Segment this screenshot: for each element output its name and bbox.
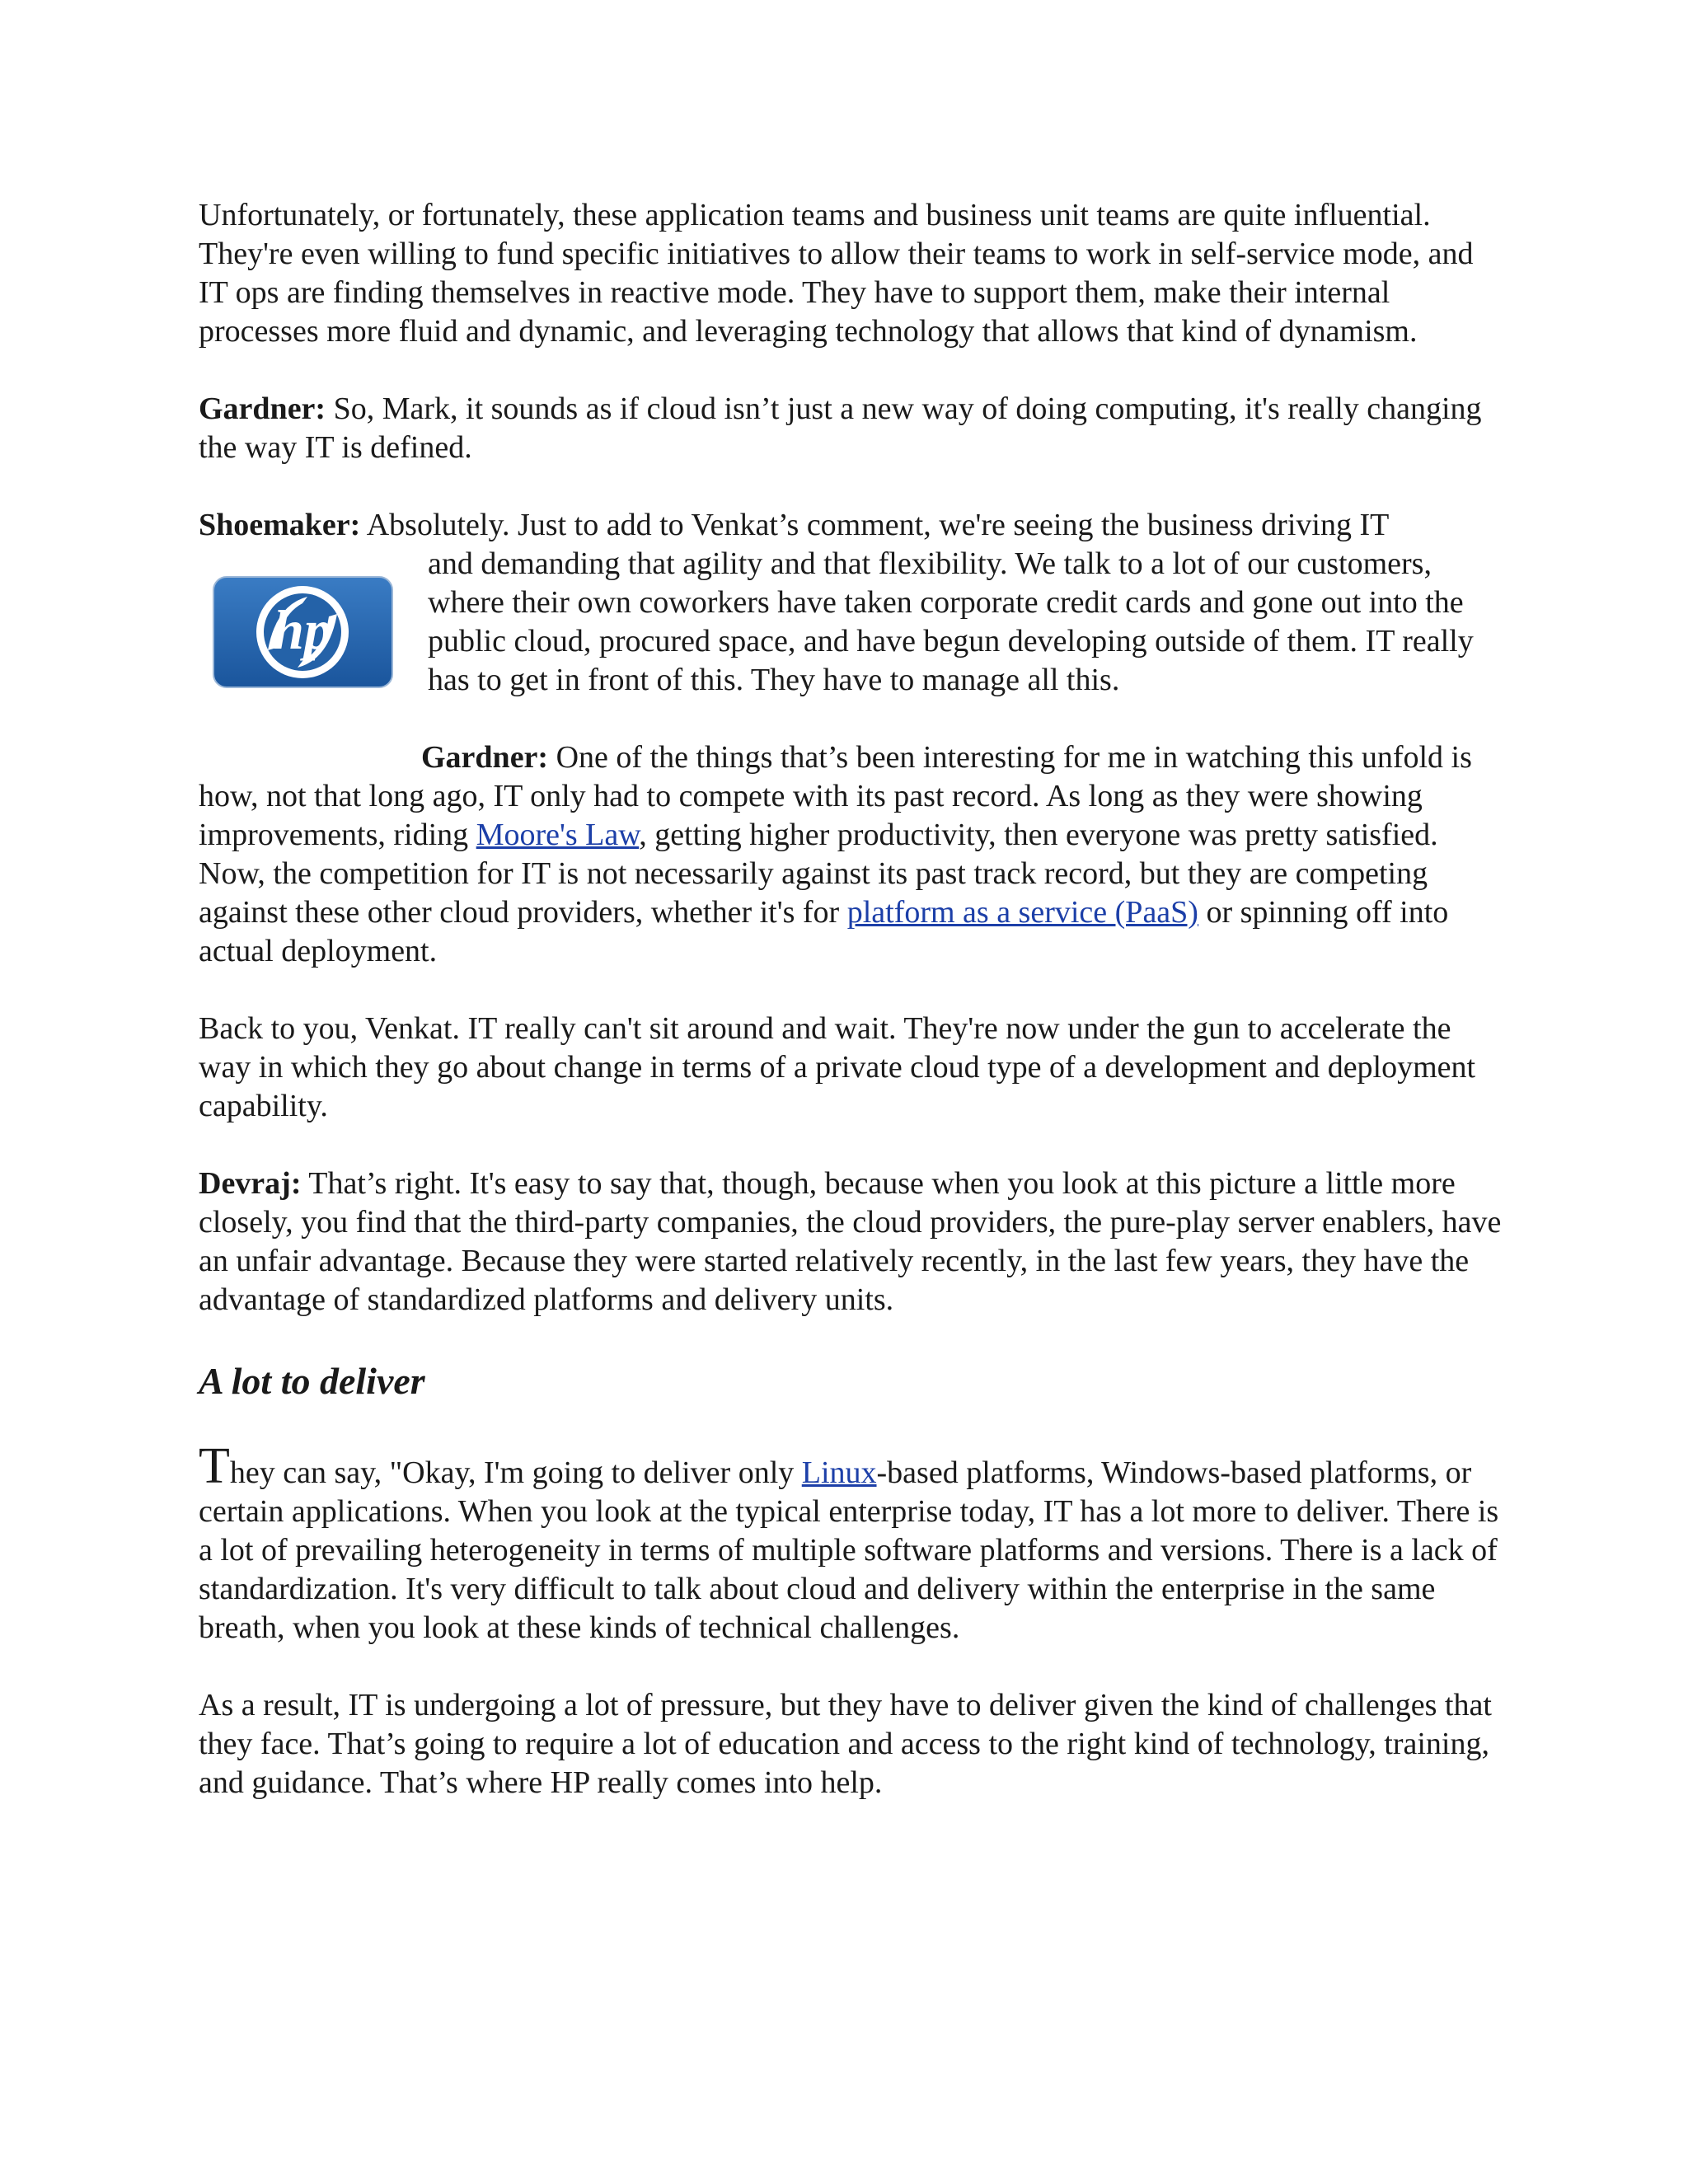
- paragraph-7: [199, 1438, 1505, 1647]
- speaker-label: Devraj:: [199, 1166, 302, 1201]
- hp-logo-text: hp: [273, 598, 332, 661]
- speaker-label: Gardner:: [421, 740, 549, 775]
- paas-link[interactable]: platform as a service (PaaS): [846, 895, 1198, 930]
- section-heading: A lot to deliver: [199, 1360, 425, 1402]
- linux-link[interactable]: Linux: [801, 1455, 877, 1490]
- paragraph-text: So, Mark, it sounds as if cloud isn’t just a new way of doing computing, it's really changing the way IT is defined.: [199, 391, 1482, 465]
- moores-law-link[interactable]: Moore's Law: [476, 818, 640, 852]
- paragraph-text: hey can say, "Okay, I'm going to deliver only: [229, 1455, 802, 1490]
- paragraph-text: , getting higher productivity, then everyone was pretty satisfied. Now, the competition for IT is not necessarily against its past track record, but they are competing against these other cloud providers, whether it's for: [199, 818, 1438, 930]
- hp-logo-icon: [210, 572, 396, 694]
- paragraph-4: [199, 738, 1505, 971]
- speaker-label: Shoemaker:: [199, 508, 361, 542]
- paragraph-3-first-line: [199, 506, 1505, 545]
- paragraph-text: or spinning off into actual deployment.: [199, 895, 1449, 968]
- paragraph-6: [199, 1165, 1505, 1319]
- article-body: [199, 196, 1505, 1841]
- paragraph-text: Absolutely. Just to add to Venkat’s comment, we're seeing the business driving IT: [360, 508, 1390, 542]
- paragraph-text: One of the things that’s been interesting for me in watching this unfold is how, not that long ago, IT only had to compete with its past record. As long as they were showing improvements, riding: [199, 740, 1472, 852]
- paragraph-5: Back to you, Venkat. IT really can't sit around and wait. They're now under the gun to accelerate the way in which they go about change in terms of a private cloud type of a development and deployment capability.: [199, 1011, 1476, 1123]
- drop-cap: T: [199, 1438, 230, 1494]
- paragraph-text: That’s right. It's easy to say that, though, because when you look at this picture a little more closely, you find that the third-party companies, the cloud providers, the pure-play server enablers, have an unfair advantage. Because they were started relatively recently, in the last few years, they have the advantage of standardized platforms and delivery units.: [199, 1166, 1502, 1317]
- paragraph-1: Unfortunately, or fortunately, these application teams and business unit teams are quite influential. They're even willing to fund specific initiatives to allow their teams to work in self-service mode, and IT ops are finding themselves in reactive mode. They have to support them, make their internal processes more fluid and dynamic, and leveraging technology that allows that kind of dynamism.: [199, 198, 1474, 349]
- paragraph-text: -based platforms, Windows-based platforms, or certain applications. When you look at the typical enterprise today, IT has a lot more to deliver. There is a lot of prevailing heterogeneity in terms of multiple software platforms and versions. There is a lack of standardization. It's very difficult to talk about cloud and delivery within the enterprise in the same breath, when you look at these kinds of technical challenges.: [199, 1455, 1499, 1645]
- paragraph-2: [199, 390, 1505, 467]
- paragraph-3-with-logo: [199, 506, 1505, 700]
- paragraph-8: As a result, IT is undergoing a lot of pressure, but they have to deliver given the kind of challenges that they face. That’s going to require a lot of education and access to the right kind of technology, training, and guidance. That’s where HP really comes into help.: [199, 1688, 1492, 1800]
- paragraph-3-rest: and demanding that agility and that flexibility. We talk to a lot of our customers, where their own coworkers have taken corporate credit cards and gone out into the public cloud, procured space, and have begun developing outside of them. IT really has to get in front of this. They have to manage all this.: [428, 546, 1474, 697]
- speaker-label: Gardner:: [199, 391, 326, 426]
